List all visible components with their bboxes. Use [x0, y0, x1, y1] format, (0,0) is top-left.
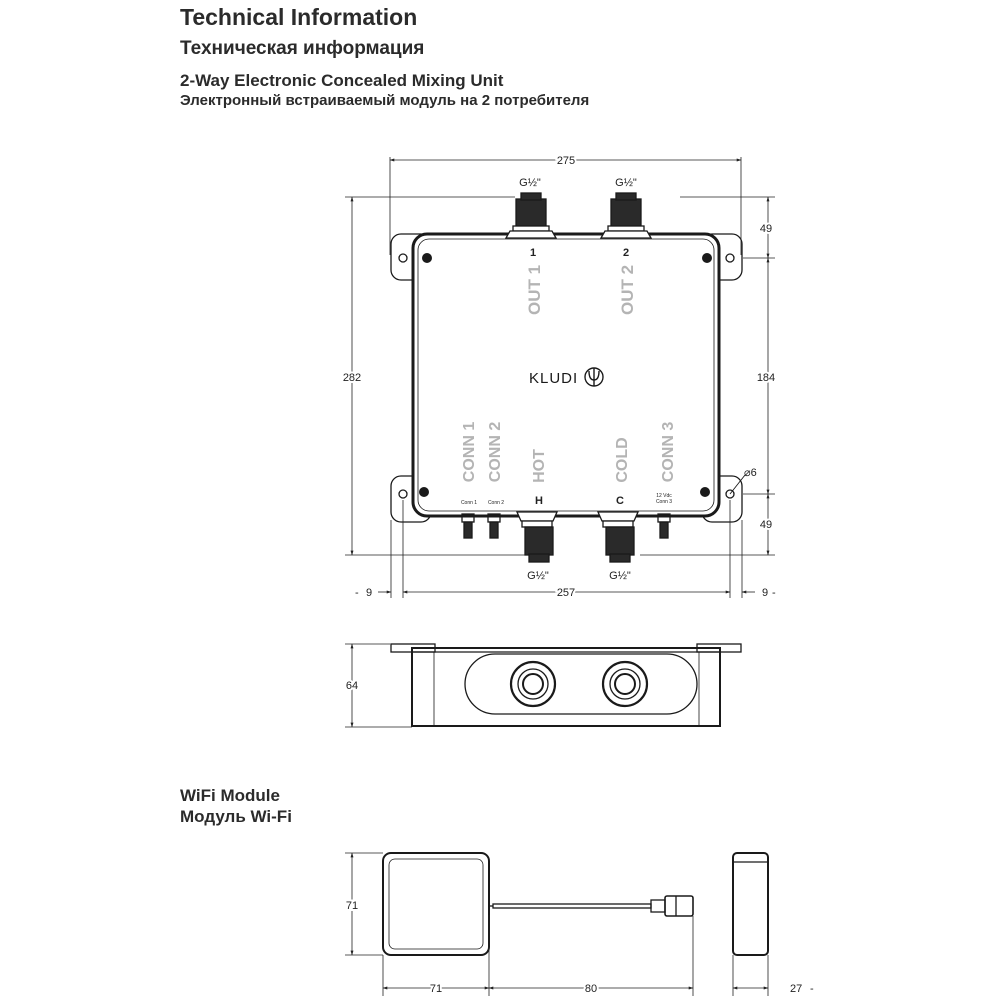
dim-width-overall: 275 [556, 155, 576, 167]
conn-1-small: Conn 1 [460, 500, 478, 506]
conn-3-small: Conn 3 [655, 499, 673, 505]
dim-right-top: 49 [759, 223, 773, 235]
hot-letter: H [535, 495, 543, 507]
thread-label-cold: G½" [609, 570, 631, 582]
port-number-1: 1 [529, 247, 537, 259]
wifi-connector-plug [651, 896, 693, 916]
wifi-cable [493, 904, 651, 908]
dim-dash-wifi: - [810, 983, 814, 995]
dim-bottom-left: 9 [366, 587, 373, 599]
conn-3-plug [658, 514, 670, 538]
dim-right-bottom: 49 [759, 519, 773, 531]
wifi-side-block [733, 853, 768, 955]
dim-right-mid: 184 [756, 372, 776, 384]
wifi-dimensions [345, 853, 768, 996]
hot-label: HOT [531, 449, 548, 483]
wifi-antenna-block [383, 853, 489, 955]
side-port-cold [603, 662, 647, 706]
title-en: Technical Information [180, 4, 418, 30]
conn-1-plug [462, 514, 474, 538]
dim-hole: ⌀6 [744, 467, 757, 479]
wifi-module [383, 853, 768, 955]
conn-1-label: CONN 1 [461, 421, 478, 483]
dim-bottom-mid: 257 [556, 587, 576, 599]
dim-dash-left: - [355, 587, 359, 599]
dim-bottom-right: 9 [762, 587, 769, 599]
brand-kludi: KLUDI [529, 370, 579, 387]
conn-2-small: Conn 2 [487, 500, 505, 506]
dim-height-overall: 282 [342, 372, 362, 384]
thread-label-top-1: G½" [519, 177, 541, 189]
thread-label-hot: G½" [527, 570, 549, 582]
subtitle-ru: Электронный встраиваемый модуль на 2 потребителя [180, 92, 590, 109]
dim-dash-right: - [772, 587, 776, 599]
title-ru: Техническая информация [180, 38, 425, 59]
dim-wifi-depth: 27 [790, 983, 803, 995]
wifi-title-en: WiFi Module [180, 786, 280, 805]
cold-label: COLD [614, 437, 631, 483]
side-port-hot [511, 662, 555, 706]
thread-label-top-2: G½" [615, 177, 637, 189]
conn-3-label: CONN 3 [660, 421, 677, 483]
port-number-2: 2 [622, 247, 630, 259]
dim-wifi-width: 71 [429, 983, 443, 995]
wifi-title-ru: Модуль Wi-Fi [180, 807, 292, 826]
power-small: 12 Vdc [656, 493, 672, 499]
dim-depth: 64 [345, 680, 359, 692]
out-connector-2 [601, 193, 651, 238]
out-1-label: OUT 1 [525, 264, 544, 316]
dim-wifi-height: 71 [345, 900, 359, 912]
cold-connector [598, 512, 638, 562]
cold-letter: C [616, 495, 624, 507]
dim-wifi-cable: 80 [584, 983, 598, 995]
side-view [391, 644, 741, 726]
out-connector-1 [506, 193, 556, 238]
subtitle-en: 2-Way Electronic Concealed Mixing Unit [180, 71, 504, 90]
out-2-label: OUT 2 [618, 264, 637, 316]
conn-2-label: CONN 2 [487, 421, 504, 483]
conn-2-plug [488, 514, 500, 538]
hot-connector [517, 512, 557, 562]
